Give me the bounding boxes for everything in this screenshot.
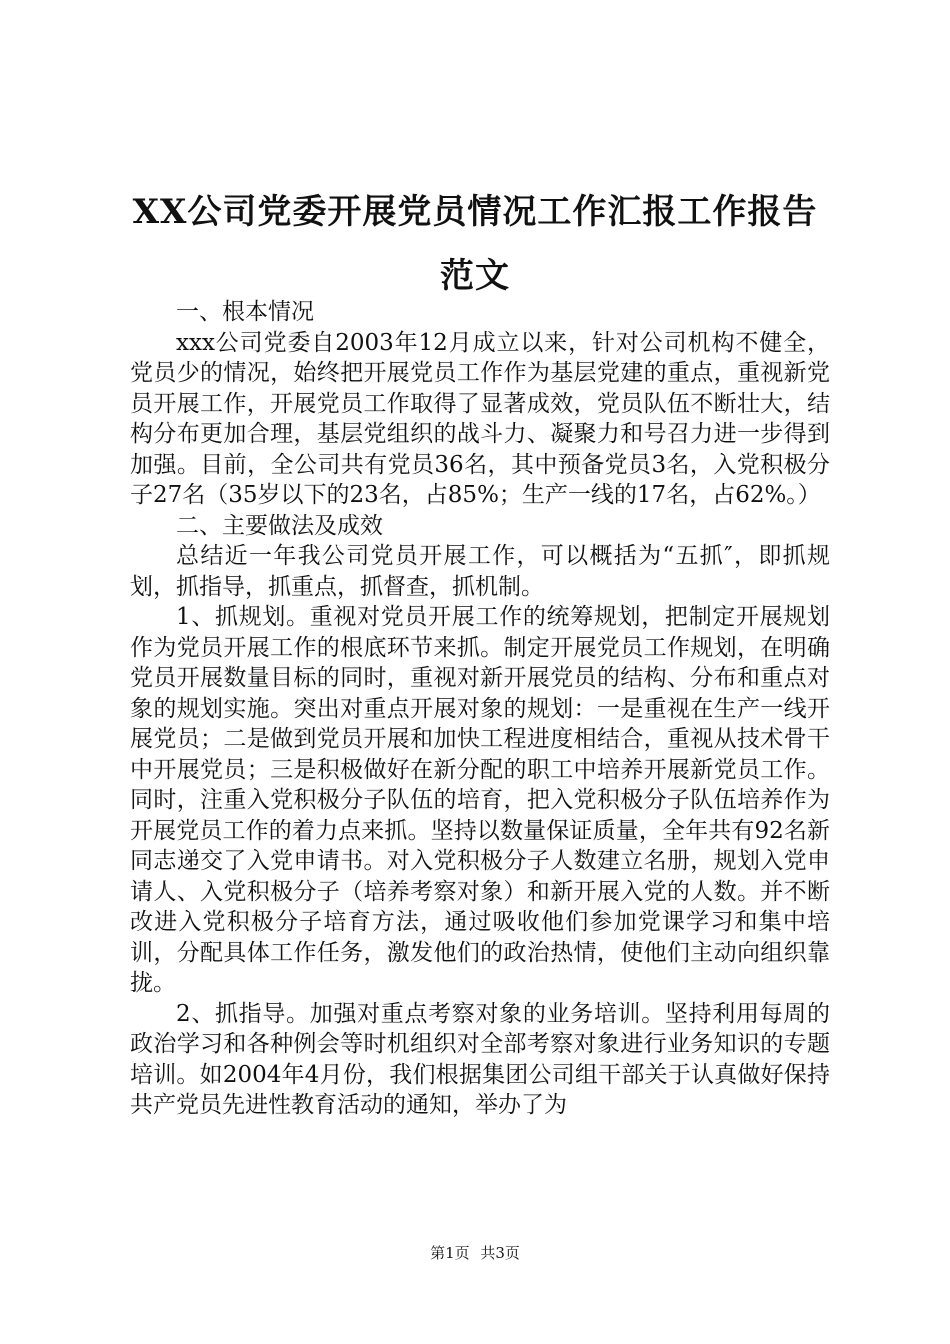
paragraph-guidance: 2、抓指导。加强对重点考察对象的业务培训。坚持利用每周的政治学习和各种例会等时机组织对全部考察对象进行业务知识的专题培训。如2004年4月份，我们根据集团公司组干部关于认真做好保持共产党员先进性教育活动的通知，举办了为 [130,1000,830,1118]
page-footer [0,1242,950,1263]
paragraph-summary: 总结近一年我公司党员开展工作，可以概括为“五抓″，即抓规划，抓指导，抓重点，抓督查，抓机制。 [130,543,830,600]
document-title [100,180,850,308]
page-total: 共3页 [480,1244,520,1262]
page-number: 第1页 [430,1244,470,1262]
paragraph-planning: 1、抓规划。重视对党员开展工作的统筹规划，把制定开展规划作为党员开展工作的根底环节来抓。制定开展党员工作规划，在明确党员开展数量目标的同时，重视对新开展党员的结构、分布和重点对象的规划实施。突出对重点开展对象的规划：一是重视在生产一线开展党员；二是做到党员开展和加快工程进度相结合，重视从技术骨干中开展党员；三是积极做好在新分配的职工中培养开展新党员工作。同时，注重入党积极分子队伍的培育，把入党积极分子队伍培养作为开展党员工作的着力点来抓。坚持以数量保证质量，全年共有92名新同志递交了入党申请书。对入党积极分子人数建立名册，规划入党申请人、入党积极分子（培养考察对象）和新开展入党的人数。并不断改进入党积极分子培育方法，通过吸收他们参加党课学习和集中培训，分配具体工作任务，激发他们的政治热情，使他们主动向组织靠拢。 [130,604,830,996]
title-line-1: XX公司党委开展党员情况工作汇报工作报告 [132,192,818,232]
title-line-2: 范文 [440,256,510,296]
section-heading-methods: 二、主要做法及成效 [176,512,383,539]
document-body [130,297,830,1121]
paragraph-overview: xxx公司党委自2003年12月成立以来，针对公司机构不健全，党员少的情况，始终把开展党员工作作为基层党建的重点，重视新党员开展工作，开展党员工作取得了显著成效，党员队伍不断壮大，结构分布更加合理，基层党组织的战斗力、凝聚力和号召力进一步得到加强。目前，全公司共有党员36名，其中预备党员3名，入党积极分子27名（35岁以下的23名，占85%；生产一线的17名，占62%。） [130,329,830,508]
section-heading-basic: 一、根本情况 [176,299,314,325]
